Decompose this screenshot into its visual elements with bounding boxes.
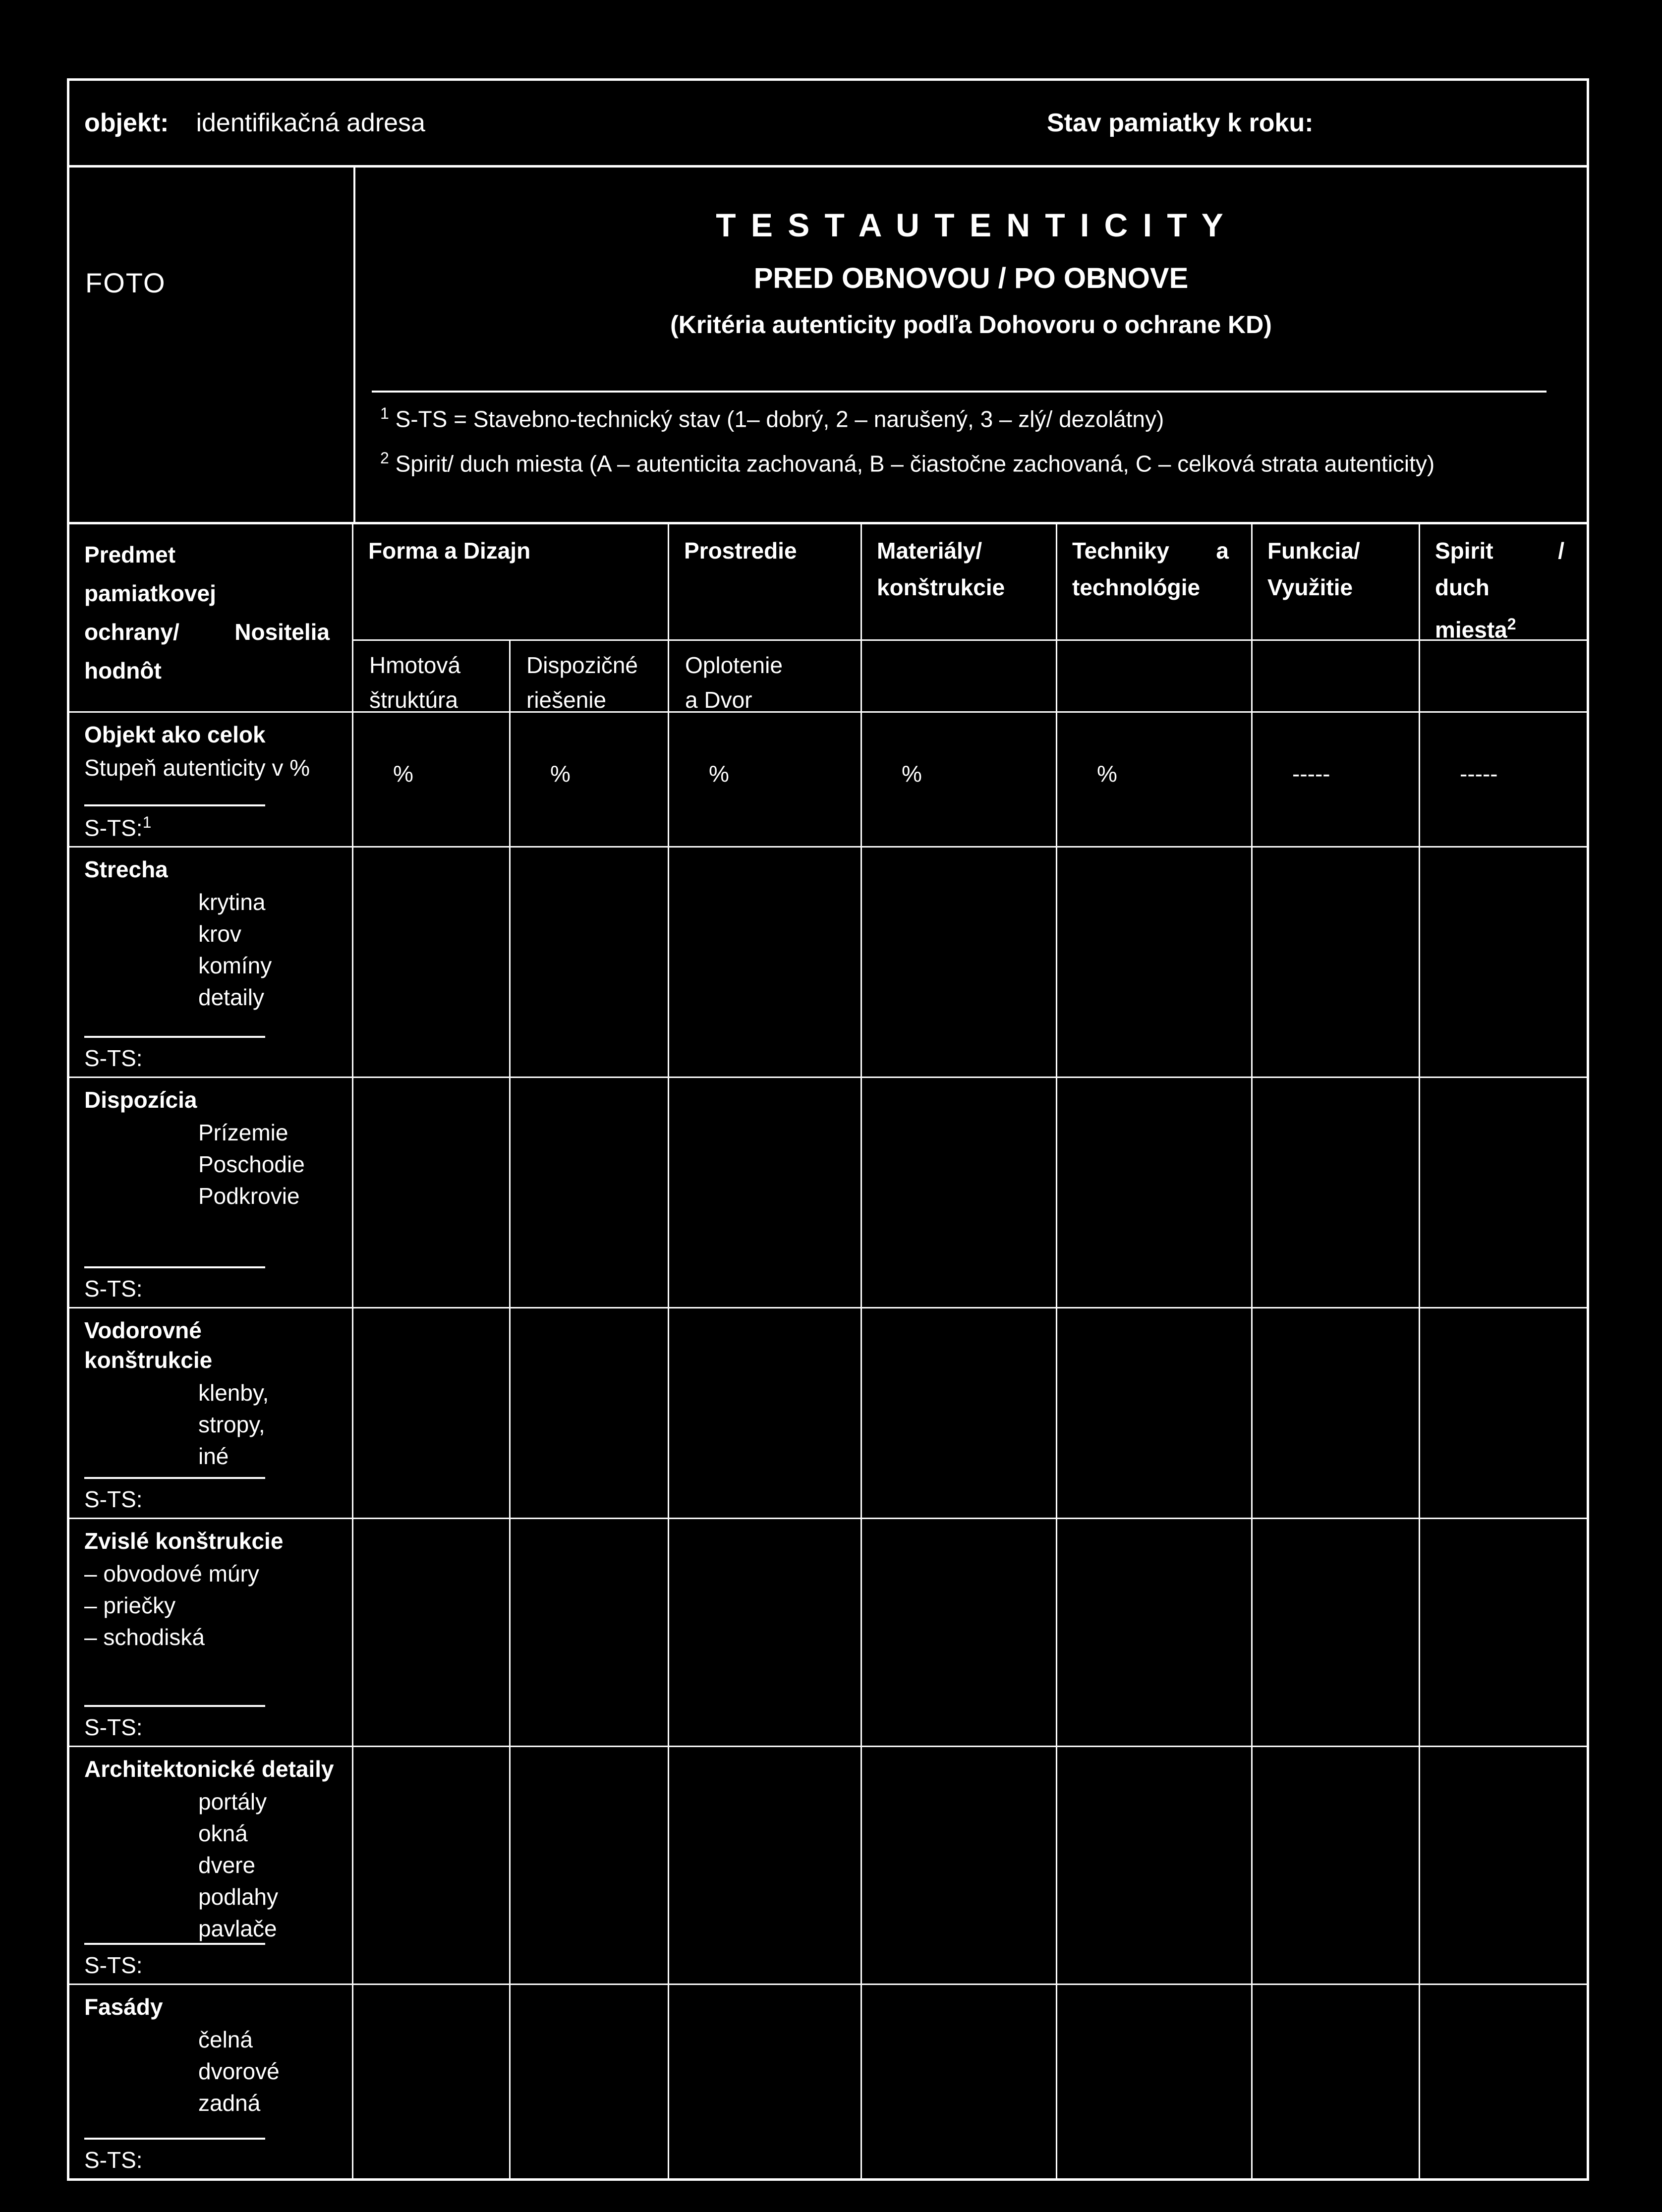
empty-cell: [669, 1078, 862, 1308]
row-item: pavlače: [198, 1916, 277, 1941]
empty-cell: [511, 1985, 669, 2178]
footnote-text: Spirit/ duch miesta (A – autenticita zachovaná, B – čiastočne zachovaná, C – celková strata autenticity): [395, 451, 1435, 477]
title-cell: [355, 168, 1587, 522]
percent-cell: %: [1057, 713, 1253, 848]
subheader-line: štruktúra: [369, 687, 458, 713]
percent-cell: %: [862, 713, 1057, 848]
row-detaily-label-cell: [69, 1747, 353, 1985]
empty-cell: [511, 1747, 669, 1985]
subheader-empty: [862, 641, 1057, 713]
header-line-part: /: [1558, 538, 1564, 564]
sts-label: [84, 813, 265, 841]
header-line: [84, 613, 330, 651]
header-line: [1072, 532, 1229, 569]
sts-block: [84, 1943, 265, 1979]
subheader-dispozicne: [511, 641, 669, 713]
percent-cell: %: [669, 713, 862, 848]
row-item: krytina: [198, 889, 266, 915]
row-item: dvorové: [198, 2058, 280, 2084]
sts-block: [84, 2138, 265, 2173]
row-item: – priečky: [84, 1592, 176, 1618]
row-items: [69, 1377, 352, 1472]
empty-cell: [1420, 1308, 1587, 1519]
header-spirit: [1420, 524, 1587, 641]
header-line-part: Nositelia: [234, 619, 330, 645]
sts-label: S-TS:: [84, 1276, 143, 1302]
header-line: technológie: [1072, 574, 1201, 600]
row-title: Objekt ako celok: [84, 722, 266, 747]
header-line: Funkcia/: [1267, 538, 1360, 564]
row-item: klenby,: [198, 1380, 269, 1406]
footnote-sts: [380, 404, 1164, 432]
object-address-value: identifikačná adresa: [196, 109, 425, 137]
empty-cell: [1253, 1985, 1420, 2178]
empty-cell: [511, 1519, 669, 1747]
subheader-line: Hmotová: [369, 652, 461, 678]
row-title: Fasády: [84, 1994, 163, 2020]
sts-text: S-TS:: [84, 815, 143, 841]
dash-cell: -----: [1420, 713, 1587, 848]
sts-underline: [84, 2138, 265, 2140]
empty-cell: [1057, 1747, 1253, 1985]
row-strecha-label-cell: [69, 848, 353, 1078]
empty-cell: [511, 1078, 669, 1308]
subheader-line: a Dvor: [685, 687, 752, 713]
empty-cell: [353, 1308, 511, 1519]
sts-block: [84, 1705, 265, 1741]
empty-cell: [1057, 1078, 1253, 1308]
empty-cell: [1420, 1519, 1587, 1747]
percent-cell: %: [353, 713, 511, 848]
empty-cell: [862, 1519, 1057, 1747]
row-item: – schodiská: [84, 1624, 205, 1650]
row-title: Dispozícia: [84, 1087, 197, 1113]
row-vodorovne-label-cell: [69, 1308, 353, 1519]
header-funkcia: [1253, 524, 1420, 641]
sts-block: [84, 1036, 265, 1072]
empty-cell: [1420, 1747, 1587, 1985]
percent-cell: %: [511, 713, 669, 848]
empty-cell: [353, 1519, 511, 1747]
header-line: Prostredie: [684, 538, 797, 564]
empty-cell: [1057, 1519, 1253, 1747]
empty-cell: [353, 848, 511, 1078]
subheader-line: Dispozičné: [526, 652, 638, 678]
row-title-line: konštrukcie: [84, 1347, 213, 1373]
authenticity-table: [67, 524, 1589, 2181]
photo-title-box: [67, 168, 1589, 524]
empty-cell: [1253, 848, 1420, 1078]
monument-state-label: Stav pamiatky k roku:: [1047, 109, 1314, 137]
row-zvisle-label-cell: [69, 1519, 353, 1747]
photo-placeholder-label: FOTO: [85, 267, 166, 298]
empty-cell: [1057, 1308, 1253, 1519]
subheader-hmotova: [353, 641, 511, 713]
row-item: detaily: [198, 984, 264, 1010]
subheader-line: Oplotenie: [685, 652, 783, 678]
sts-label: S-TS:: [84, 1486, 143, 1512]
header-line: Forma a Dizajn: [368, 538, 531, 564]
subheader-empty: [1057, 641, 1253, 713]
row-subtitle: Stupeň autenticity v %: [84, 755, 310, 781]
row-item: podlahy: [198, 1884, 279, 1910]
sts-underline: [84, 1036, 265, 1038]
row-items: [69, 2024, 352, 2119]
header-line-part: Spirit: [1435, 538, 1493, 564]
row-item: stropy,: [198, 1412, 265, 1437]
header-line: [1435, 532, 1564, 569]
empty-cell: [1420, 1985, 1587, 2178]
subheader-empty: [1420, 641, 1587, 713]
row-fasady-label-cell: [69, 1985, 353, 2178]
empty-cell: [353, 1985, 511, 2178]
footnote-text: S-TS = Stavebno-technický stav (1– dobrý, 2 – narušený, 3 – zlý/ dezolátny): [395, 406, 1164, 432]
form-subtitle-criteria: (Kritéria autenticity podľa Dohovoru o ochrane KD): [670, 311, 1272, 339]
sts-underline: [84, 1266, 265, 1268]
header-line: Využitie: [1267, 574, 1353, 600]
empty-cell: [1420, 848, 1587, 1078]
empty-cell: [1253, 1519, 1420, 1747]
empty-cell: [669, 848, 862, 1078]
row-item: krov: [198, 921, 241, 947]
empty-cell: [669, 1308, 862, 1519]
row-item: zadná: [198, 2090, 261, 2116]
row-title: Zvislé konštrukcie: [84, 1528, 284, 1554]
header-line: hodnôt: [84, 658, 162, 683]
empty-cell: [669, 1985, 862, 2178]
empty-cell: [353, 1747, 511, 1985]
row-objekt-label-cell: [69, 713, 353, 848]
header-line-part: Techniky: [1072, 538, 1169, 564]
header-line: Predmet: [84, 542, 176, 567]
row-items: [69, 886, 352, 1013]
subheader-empty: [1253, 641, 1420, 713]
row-dispozicia-label-cell: [69, 1078, 353, 1308]
empty-cell: [1253, 1308, 1420, 1519]
footnote-sup: 1: [380, 404, 389, 422]
header-materialy: [862, 524, 1057, 641]
sts-label: S-TS:: [84, 1714, 143, 1740]
empty-cell: [1253, 1078, 1420, 1308]
header-predmet: [69, 524, 353, 713]
header-line-part: ochrany/: [84, 619, 179, 645]
dash-cell: -----: [1253, 713, 1420, 848]
header-line-part: miesta: [1435, 617, 1507, 641]
empty-cell: [1057, 848, 1253, 1078]
row-title: [69, 1308, 352, 1377]
row-item: komíny: [198, 953, 272, 978]
empty-cell: [862, 1985, 1057, 2178]
row-item: Poschodie: [198, 1151, 305, 1177]
sts-block: [84, 804, 265, 841]
row-item: Podkrovie: [198, 1183, 300, 1209]
sts-underline: [84, 804, 265, 806]
object-id-bar: [67, 78, 1589, 168]
empty-cell: [862, 848, 1057, 1078]
row-items: [69, 1558, 352, 1653]
row-item: čelná: [198, 2027, 253, 2052]
row-title-line: Vodorovné: [84, 1317, 202, 1343]
sts-block: [84, 1477, 265, 1513]
empty-cell: [862, 1747, 1057, 1985]
row-item: – obvodové múry: [84, 1561, 259, 1587]
empty-cell: [1253, 1747, 1420, 1985]
subheader-oplotenie: [669, 641, 862, 713]
row-item: okná: [198, 1820, 248, 1846]
row-title: Strecha: [84, 856, 168, 882]
header-line-part: a: [1216, 538, 1229, 564]
form-subtitle: PRED OBNOVOU / PO OBNOVE: [753, 262, 1189, 294]
empty-cell: [669, 1519, 862, 1747]
header-sup: 2: [1507, 615, 1516, 633]
row-item: Prízemie: [198, 1120, 288, 1145]
row-item: dvere: [198, 1852, 256, 1878]
empty-cell: [1420, 1078, 1587, 1308]
sts-underline: [84, 1705, 265, 1707]
row-items: [69, 1786, 352, 1944]
empty-cell: [669, 1747, 862, 1985]
sts-sup: 1: [142, 813, 152, 831]
sts-underline: [84, 1477, 265, 1479]
header-line: Materiály/: [877, 538, 982, 564]
header-line: [1435, 606, 1564, 641]
subheader-line: riešenie: [526, 687, 607, 713]
header-forma-dizajn: [353, 524, 669, 641]
empty-cell: [511, 1308, 669, 1519]
header-line: duch: [1435, 574, 1490, 600]
form-title: T E S T A U T E N T I C I T Y: [716, 207, 1226, 243]
row-item: portály: [198, 1789, 267, 1815]
empty-cell: [511, 848, 669, 1078]
empty-cell: [1057, 1985, 1253, 2178]
header-line: konštrukcie: [877, 574, 1005, 600]
row-item: iné: [198, 1443, 229, 1469]
object-label: objekt:: [84, 109, 169, 137]
header-techniky: [1057, 524, 1253, 641]
header-line: pamiatkovej: [84, 580, 216, 606]
footnote-spirit: [380, 449, 1434, 477]
sts-label: S-TS:: [84, 1952, 143, 1978]
empty-cell: [862, 1308, 1057, 1519]
row-title: Architektonické detaily: [84, 1756, 334, 1782]
sts-label: S-TS:: [84, 2147, 143, 2173]
empty-cell: [862, 1078, 1057, 1308]
row-items: [69, 1117, 352, 1212]
sts-block: [84, 1266, 265, 1302]
header-prostredie: [669, 524, 862, 641]
footnote-sup: 2: [380, 449, 389, 467]
sts-label: S-TS:: [84, 1045, 143, 1071]
sts-underline: [84, 1943, 265, 1945]
photo-cell: [69, 168, 355, 522]
footnote-divider: [372, 391, 1547, 393]
empty-cell: [353, 1078, 511, 1308]
